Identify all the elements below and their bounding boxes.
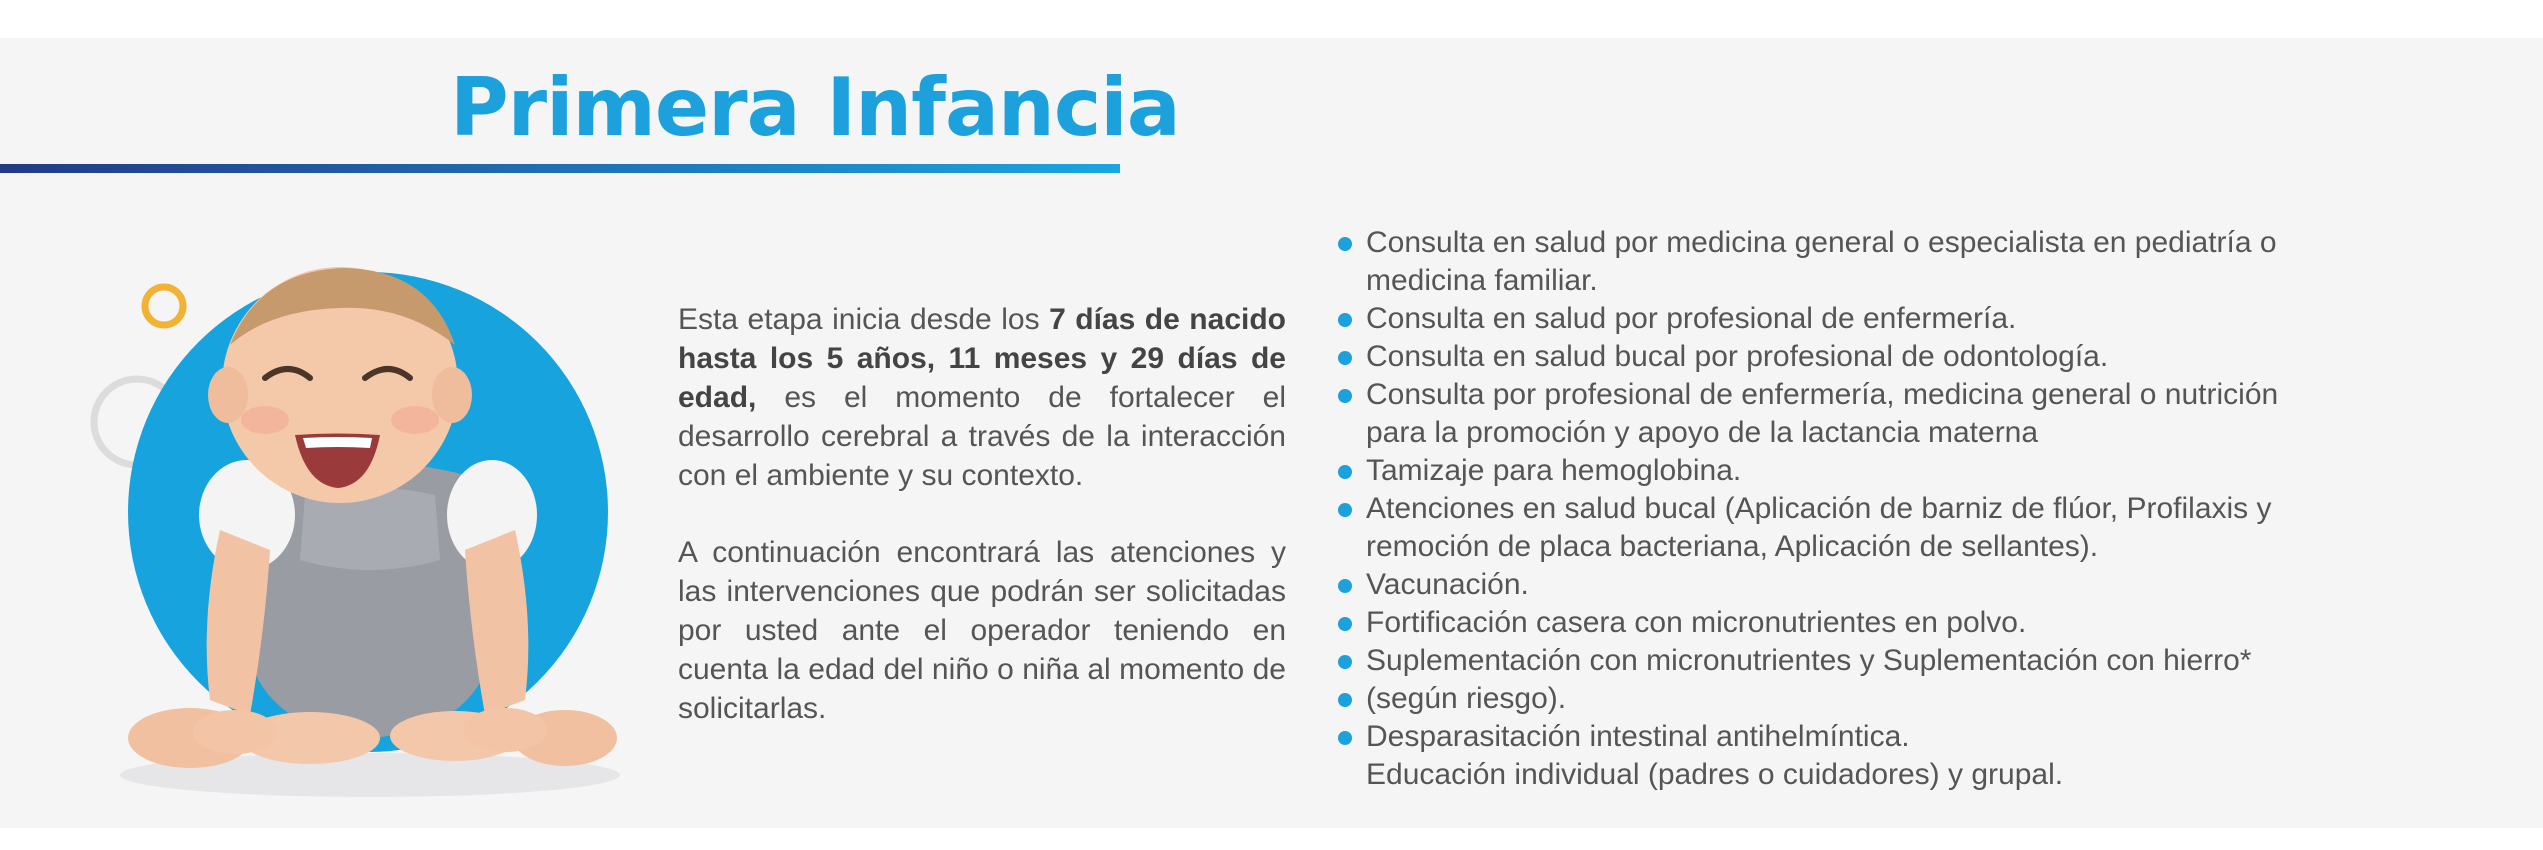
service-text: Consulta en salud bucal por profesional de odontología. — [1366, 340, 2109, 373]
service-item — [1338, 718, 2338, 756]
bullet-dot-icon — [1338, 617, 1352, 631]
bullet-dot-icon — [1338, 351, 1352, 365]
service-item — [1338, 642, 2338, 680]
service-item — [1338, 604, 2338, 642]
intro-p1-bold: 7 días de nacido hasta los 5 años, 11 meses y 29 días de edad, — [678, 303, 1286, 414]
bullet-dot-icon — [1338, 237, 1352, 251]
bullet-dot-icon — [1338, 465, 1352, 479]
bullet-dot-icon — [1338, 655, 1352, 669]
service-text: Consulta en salud por medicina general o especialista en pediatría o medicina familiar. — [1366, 226, 2277, 297]
service-text: Consulta en salud por profesional de enfermería. — [1366, 302, 2017, 335]
intro-text — [678, 300, 1286, 766]
bullet-dot-icon — [1338, 731, 1352, 745]
intro-paragraph-2: A continuación encontrará las atenciones y las intervenciones que podrán ser solicitadas por usted ante el operador teniendo en cuenta la edad del niño o niña al momento de solicitarlas. — [678, 536, 1286, 725]
service-text: (según riesgo). — [1366, 682, 1567, 715]
service-text: Vacunación. — [1366, 568, 1529, 601]
service-item — [1338, 300, 2338, 338]
service-item — [1338, 566, 2338, 604]
title-underline — [0, 164, 1120, 173]
orange-ring-decoration — [145, 287, 183, 325]
service-item — [1338, 224, 2338, 300]
service-item — [1338, 376, 2338, 452]
service-text: Consulta por profesional de enfermería, medicina general o nutrición para la promoción y apoyo de la lactancia materna — [1366, 378, 2279, 449]
service-text: Suplementación con micronutrientes y Suplementación con hierro* — [1366, 644, 2252, 677]
service-text: Tamizaje para hemoglobina. — [1366, 454, 1742, 487]
services-list — [1338, 224, 2338, 794]
bullet-dot-icon — [1338, 503, 1352, 517]
intro-paragraph-1 — [678, 300, 1286, 495]
service-item — [1338, 756, 2338, 794]
bullet-dot-icon — [1338, 313, 1352, 327]
service-item — [1338, 680, 2338, 718]
bullet-dot-icon — [1338, 579, 1352, 593]
service-text: Fortificación casera con micronutrientes en polvo. — [1366, 606, 2027, 639]
bullet-dot-icon — [1338, 389, 1352, 403]
service-text: Desparasitación intestinal antihelmíntica. — [1366, 720, 1910, 753]
service-item — [1338, 490, 2338, 566]
intro-p1-end: es el momento de fortalecer el desarrollo cerebral a través de la interacción con el ambiente y su contexto. — [678, 381, 1286, 492]
service-item — [1338, 452, 2338, 490]
service-text: Atenciones en salud bucal (Aplicación de barniz de flúor, Profilaxis y remoción de placa bacteriana, Aplicación de sellantes). — [1366, 492, 2272, 563]
service-item — [1338, 338, 2338, 376]
baby-illustration — [60, 260, 640, 820]
page-title: Primera Infancia — [450, 61, 1180, 154]
service-text: Educación individual (padres o cuidadores) y grupal. — [1366, 758, 2064, 791]
bullet-dot-icon — [1338, 693, 1352, 707]
intro-p1-start: Esta etapa inicia desde los — [678, 303, 1050, 336]
baby-photo — [60, 260, 640, 820]
